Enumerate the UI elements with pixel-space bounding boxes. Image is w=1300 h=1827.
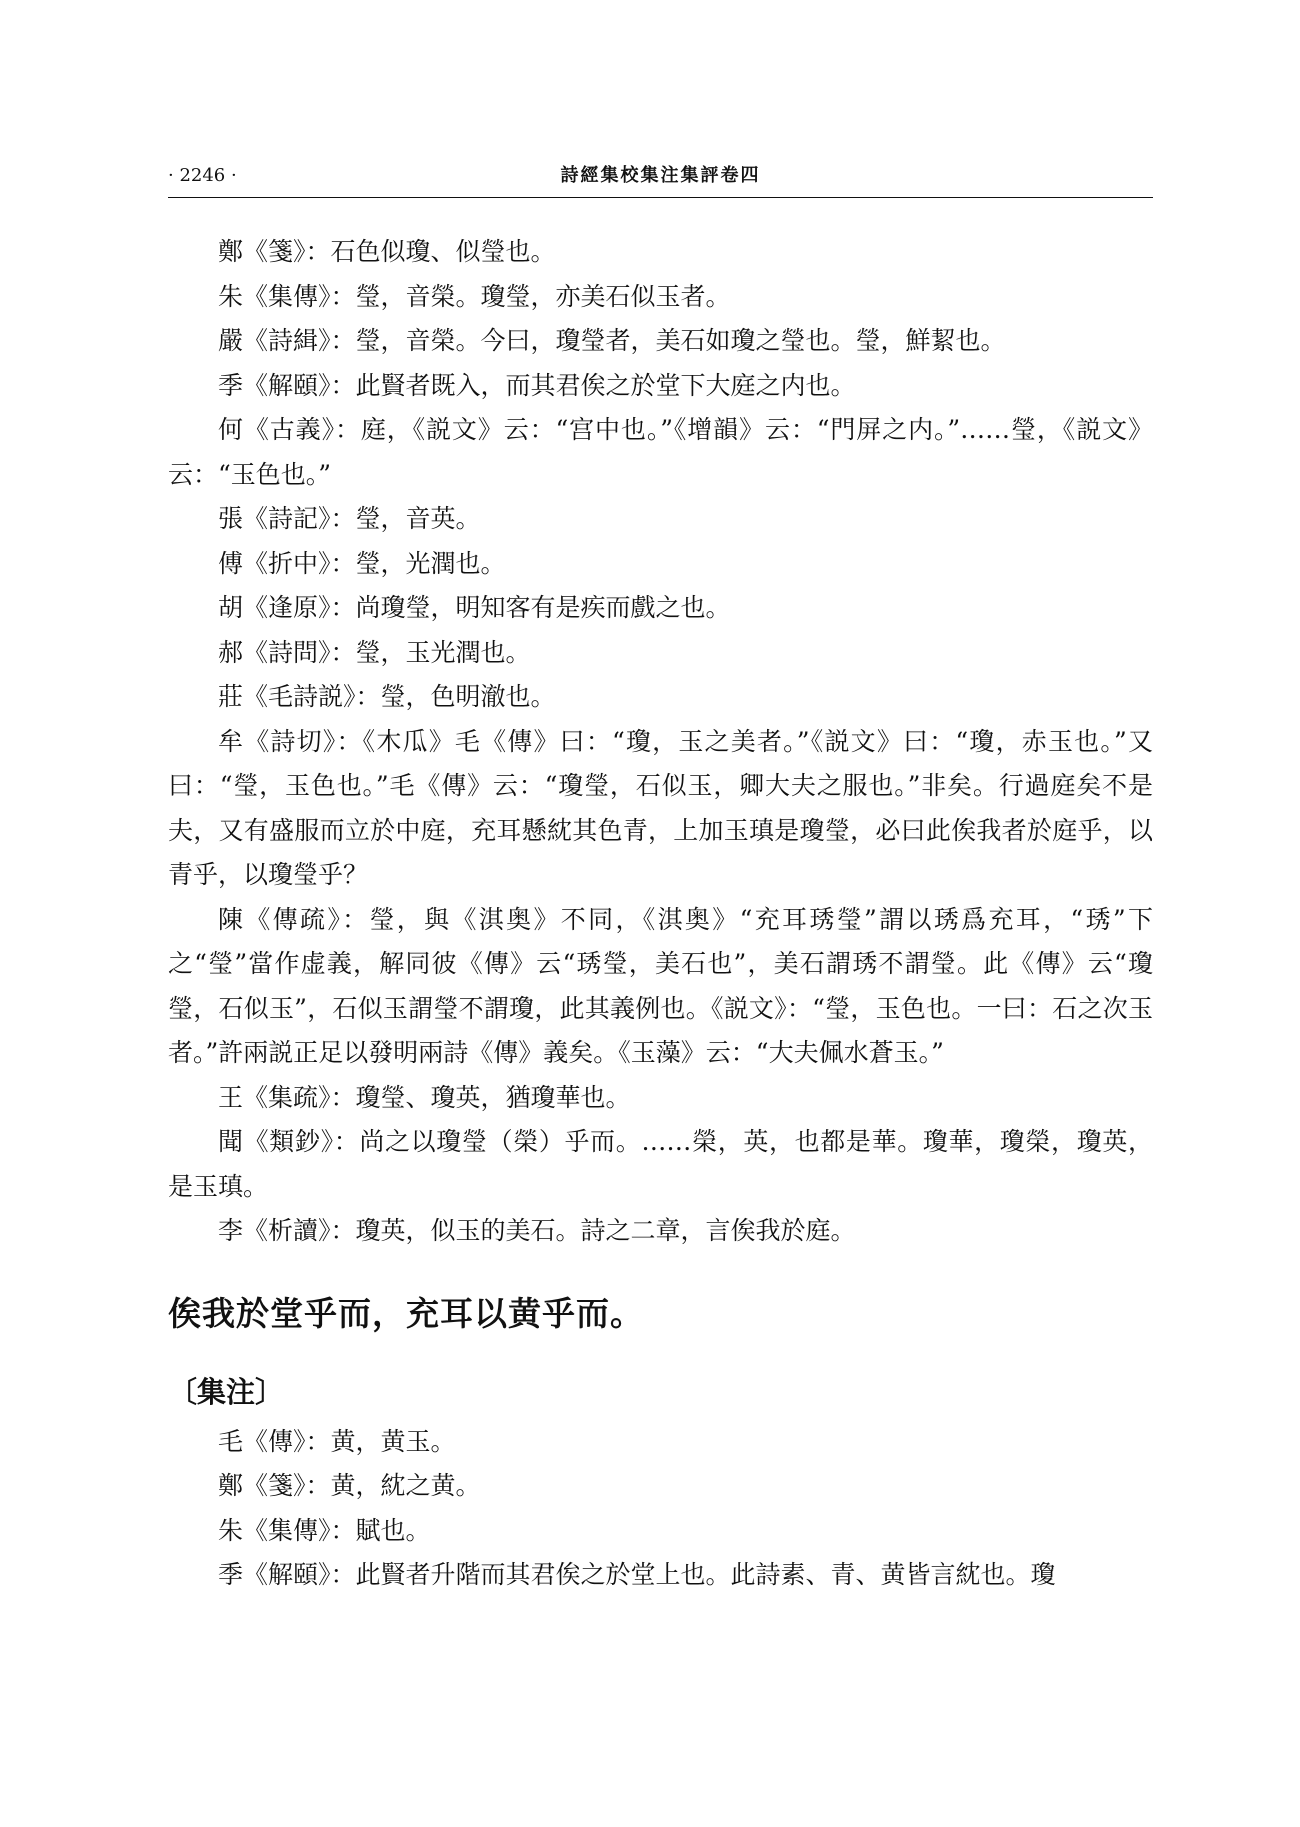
running-title: 詩經集校集注集評卷四 bbox=[560, 165, 761, 186]
commentary-entry: 李《析讀》：瓊英，似玉的美石。詩之二章，言俟我於庭。 bbox=[218, 1216, 856, 1245]
commentary-entry: 毛《傳》：黄，黄玉。 bbox=[218, 1426, 456, 1456]
commentary-entry: 王《集疏》：瓊瑩、瓊英，猶瓊華也。 bbox=[218, 1082, 631, 1112]
commentary-entry: 鄭《箋》：黄，紞之黄。 bbox=[218, 1471, 481, 1500]
commentary-entry: 莊《毛詩説》：瑩，色明澈也。 bbox=[218, 682, 556, 711]
commentary-entry: 傅《折中》：瑩，光潤也。 bbox=[218, 548, 506, 578]
commentary-entry: 季《解頤》：此賢者升階而其君俟之於堂上也。此詩素、青、黄皆言紞也。瓊 bbox=[218, 1560, 1056, 1589]
commentary-entry: 朱《集傳》：賦也。 bbox=[218, 1515, 431, 1545]
page-body bbox=[168, 230, 1153, 1598]
commentary-entry: 鄭《箋》：石色似瓊、似瑩也。 bbox=[218, 237, 556, 266]
section-heading: 〔集注〕 bbox=[168, 1374, 285, 1409]
commentary-entry: 牟《詩切》：《木瓜》毛《傳》曰：“瓊，玉之美者。”《説文》曰：“瓊，赤玉也。”又曰：“瑩，玉色也。”毛《傳》云：“瓊瑩，石似玉，卿大夫之服也。”非矣。行過庭矣不是夫，又有盛服而立於中庭，充耳懸紞其色青，上加玉瑱是瓊瑩，必曰此俟我者於庭乎，以青乎，以瓊瑩乎？ bbox=[168, 726, 1153, 889]
commentary-entry: 張《詩記》：瑩，音英。 bbox=[218, 504, 481, 533]
commentary-entry: 季《解頤》：此賢者既入，而其君俟之於堂下大庭之内也。 bbox=[218, 370, 856, 400]
commentary-entry: 郝《詩問》：瑩，玉光潤也。 bbox=[218, 637, 531, 667]
commentary-entry: 聞《類鈔》：尚之以瓊瑩（榮）乎而。……榮，英，也都是華。瓊華，瓊榮，瓊英，是玉瑱。 bbox=[168, 1127, 1153, 1201]
commentary-entry: 朱《集傳》：瑩，音榮。瓊瑩，亦美石似玉者。 bbox=[218, 281, 731, 311]
commentary-entry: 嚴《詩緝》：瑩，音榮。今曰，瓊瑩者，美石如瓊之瑩也。瑩，鮮絜也。 bbox=[218, 326, 1006, 355]
commentary-entry: 何《古義》：庭，《説文》云：“宫中也。”《增韻》云：“門屏之内。”……瑩，《説文》云：“玉色也。” bbox=[168, 415, 1153, 489]
header-rule bbox=[168, 197, 1153, 198]
commentary-entry: 胡《逢原》：尚瓊瑩，明知客有是疾而戲之也。 bbox=[218, 593, 731, 622]
commentary-entry: 陳《傳疏》：瑩，與《淇奥》不同，《淇奥》“充耳琇瑩”謂以琇爲充耳，“琇”下之“瑩”當作虚義，解同彼《傳》云“琇瑩，美石也”，美石謂琇不謂瑩。此《傳》云“瓊瑩，石似玉”，石似玉謂瑩不謂瓊，此其義例也。《説文》：“瑩，玉色也。一曰：石之次玉者。”許兩説正足以發明兩詩《傳》義矣。《玉藻》云：“大夫佩水蒼玉。” bbox=[168, 904, 1153, 1067]
page-number: · 2246 · bbox=[168, 165, 237, 186]
verse-line: 俟我於堂乎而，充耳以黄乎而。 bbox=[168, 1293, 644, 1333]
page-header bbox=[168, 160, 1153, 196]
